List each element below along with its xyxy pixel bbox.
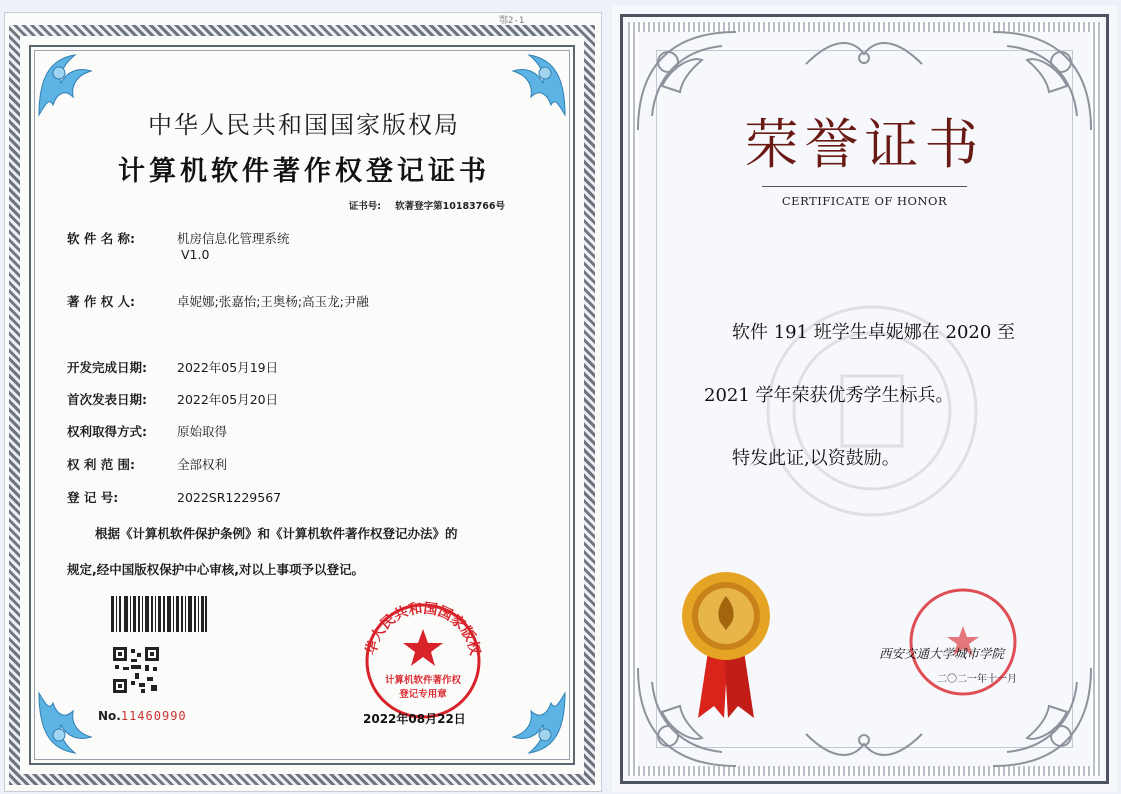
registration-basis-line-1: 根据《计算机软件保护条例》和《计算机软件著作权登记办法》的 [95,526,458,541]
field-label: 登 记 号: [67,490,119,505]
field-acquisition-method [67,422,227,440]
field-value: 卓妮娜;张嘉怡;王奥杨;高玉龙;尹融 [177,294,369,309]
field-dev-completion-date [67,358,278,376]
issuing-institution: 西安交通大学城市学院 [879,646,1005,661]
honor-text-line-1: 软件 191 班学生卓妮娜在 2020 至 [732,322,1016,343]
certificate-title: 计算机软件著作权登记证书 [118,156,490,187]
seal-ring-text: 华人民共和国国家版权 [363,600,483,657]
top-center-flourish-icon [802,34,927,74]
field-value: 机房信息化管理系统 [177,231,290,246]
honor-text-line-3: 特发此证,以资鼓励。 [732,448,900,469]
corner-ornament-icon [35,689,105,759]
issue-date: 二〇二一年十一月 [937,674,1017,685]
field-value: 2022年05月19日 [177,360,279,375]
gold-medal-ribbon-icon [680,568,772,723]
seal-inner-line-1: 计算机软件著作权 [384,675,462,686]
copyright-office-seal [353,591,493,721]
honor-certificate [612,6,1117,792]
software-copyright-certificate [4,12,602,792]
field-software-name [67,229,290,247]
field-copyright-holder [67,292,369,310]
serial-label: No. [98,709,121,723]
handwritten-note: 鄂2-1 [499,16,525,26]
barcode-icon [111,596,207,632]
issue-date: 2022年08月22日 [363,712,466,726]
field-label: 首次发表日期: [67,392,147,407]
software-version: V1.0 [181,247,210,262]
field-label: 著 作 权 人: [67,294,136,309]
honor-text-line-2: 2021 学年荣获优秀学生标兵。 [704,385,954,406]
subtitle-divider [762,186,967,187]
bottom-center-flourish-icon [802,724,927,764]
field-value: 2022SR1229567 [177,490,282,505]
field-label: 软 件 名 称: [67,231,136,246]
star-icon [403,629,443,666]
serial-number [98,709,187,723]
corner-ornament-icon [499,689,569,759]
seal-inner-line-2: 登记专用章 [399,689,447,700]
field-first-publish-date [67,390,278,408]
issuing-authority: 中华人民共和国国家版权局 [148,111,460,139]
field-label: 权 利 范 围: [67,457,136,472]
certificate-number-value: 软著登字第10183766号 [395,201,505,212]
qr-code-icon [113,647,159,693]
serial-value: 11460990 [120,709,187,723]
field-value: 全部权利 [177,457,228,472]
field-registration-no [67,488,281,506]
field-value: 原始取得 [177,424,228,439]
field-value: 2022年05月20日 [177,392,279,407]
honor-subtitle: CERTIFICATE OF HONOR [781,194,948,208]
field-label: 开发完成日期: [67,360,147,375]
certificate-number [349,198,519,212]
certificate-number-label: 证书号: [348,201,382,212]
field-rights-scope [67,455,227,473]
registration-basis-line-2: 规定,经中国版权保护中心审核,对以上事项予以登记。 [67,562,364,577]
honor-title: 荣誉证书 [744,113,985,176]
field-label: 权利取得方式: [67,424,147,439]
